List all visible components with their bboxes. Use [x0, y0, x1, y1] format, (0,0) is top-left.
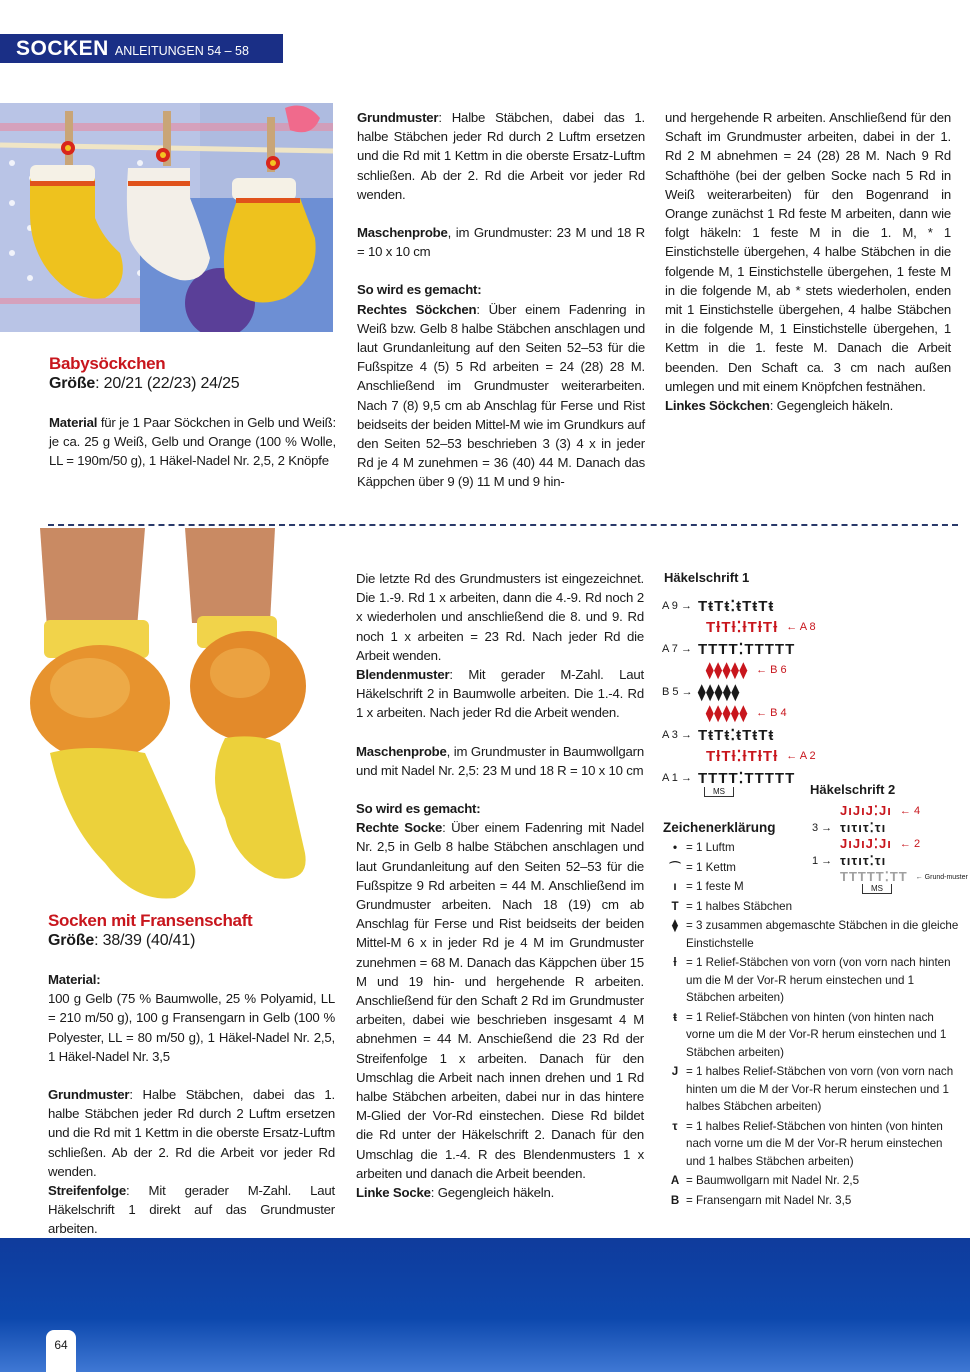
footer-band	[0, 1238, 970, 1372]
legend-text: = Fransengarn mit Nadel Nr. 3,5	[686, 1193, 852, 1207]
baby-howto-heading: So wird es gemacht:	[357, 282, 482, 298]
symbol-legend	[664, 839, 960, 1211]
legend-symbol-icon: ı	[673, 880, 677, 893]
chart2-title: Häkelschrift 2	[810, 782, 896, 797]
baby-socks-intro	[49, 354, 336, 471]
chart-row	[812, 820, 970, 837]
legend-item	[664, 1192, 960, 1210]
legend-symbol-icon: T	[671, 899, 679, 913]
legend-text: = 1 feste M	[686, 880, 744, 893]
legend-symbol-icon: B	[670, 1193, 680, 1207]
fringe-left-sock: Linke Socke: Gegengleich häkeln.	[356, 1185, 555, 1201]
row-symbols: ⧫⧫⧫⧫⧫	[706, 705, 749, 723]
legend-text: = 1 halbes Relief-Stäbchen von hinten (von hinten nach vorne um die M der Vor-R herum einstechen und 1 halbes Stäbchen arbeiten)	[686, 1119, 943, 1168]
baby-socks-title: Babysöckchen	[49, 354, 166, 373]
chart1-title: Häkelschrift 1	[664, 570, 750, 585]
row-symbols: TTTTT⁚TT	[840, 869, 908, 885]
legend-item	[664, 1009, 960, 1062]
chart-row	[812, 803, 970, 820]
crochet-chart-1	[662, 595, 862, 795]
row-label: ← A 8	[786, 621, 816, 634]
fringe-socks-title: Socken mit Fransenschaft	[48, 911, 253, 930]
legend-text: = 1 Kettm	[686, 860, 736, 874]
row-symbols: ⧫⧫⧫⧫⧫	[706, 662, 749, 680]
legend-item	[664, 878, 960, 896]
row-symbols: τıτıτ⁚τı	[840, 819, 887, 835]
row-label: ← B 4	[756, 707, 787, 720]
chart-row	[662, 724, 862, 746]
chart-row	[662, 638, 862, 660]
legend-item	[664, 954, 960, 1007]
legend-symbol-icon: τ	[672, 1119, 678, 1133]
legend-item	[664, 1172, 960, 1190]
legend-item	[664, 917, 960, 952]
row-label: A 7 →	[662, 642, 692, 655]
legend-symbol-icon: A	[670, 1174, 680, 1187]
fringe-grundmuster: Grundmuster: Halbe Stäbchen, dabei das 1. halbe Stäbchen jeder Rd durch 2 Luftm ersetzen und die Rd mit 1 Kettm in die oberste Ersatz-Luftm schließen. Ab der 2. Rd die Arbeit vor jeder Rd wenden.	[48, 1087, 335, 1179]
row-label: ← B 6	[756, 664, 787, 677]
row-symbols: TƚTƚ⁚ƚTƚTƚ	[706, 748, 779, 766]
chart-row	[662, 660, 862, 682]
row-label: ← 4	[899, 805, 921, 818]
row-symbols: TŧTŧ⁚ŧTŧTŧ	[698, 597, 775, 615]
row-label: 1 →	[812, 854, 833, 867]
legend-text: = 1 Luftm	[686, 841, 735, 854]
row-label: ← Grund-muster	[915, 873, 968, 881]
row-label: B 5 →	[662, 685, 693, 698]
row-label: 3 →	[812, 821, 833, 834]
section-divider	[48, 524, 958, 526]
legend-item	[664, 839, 960, 857]
legend-text: = 1 Relief-Stäbchen von vorn (von vorn nach hinten um die M der Vor-R herum einstechen und 1 Stäbchen arbeiten)	[686, 956, 951, 1004]
row-symbols: ⧫⧫⧫⧫⧫	[698, 683, 741, 701]
baby-socks-continued	[665, 108, 951, 415]
legend-symbol-icon: ŧ	[673, 1010, 677, 1024]
legend-text: = 1 halbes Stäbchen	[686, 899, 793, 913]
legend-item	[664, 1118, 960, 1171]
fringe-col2-intro: Die letzte Rd des Grundmusters ist eingezeichnet. Die 1.-9. Rd 1 x arbeiten, dann die 4.-9. Rd noch 2 x wiederholen und anschließend die 8. und 9. Rd noch 1 x arbeiten = 23 Rd. Nach jeder Rd die Arbeit wenden.	[356, 571, 644, 663]
baby-socks-instructions	[357, 108, 645, 492]
fringe-socks-size: Größe: 38/39 (40/41)	[48, 932, 196, 949]
legend-title: Zeichenerklärung	[663, 820, 776, 835]
legend-text: = 1 halbes Relief-Stäbchen von vorn (von vorn nach hinten um die M der Vor-R herum einstechen und 1 halbes Stäbchen arbeiten)	[686, 1065, 954, 1113]
row-label: ← 2	[899, 838, 921, 851]
fringe-socks-instructions	[356, 569, 644, 1202]
row-symbols: JıJıJ⁚Jı	[840, 803, 892, 819]
legend-text: = 1 Relief-Stäbchen von hinten (von hinten nach vorne um die M der Vor-R herum einstechen und 1 Stäbchen arbeiten)	[686, 1010, 947, 1059]
chart-row	[662, 703, 862, 725]
header-title: SOCKEN	[16, 37, 109, 60]
row-label: A 3 →	[662, 728, 692, 741]
legend-item	[664, 898, 960, 916]
chart-row	[662, 595, 862, 617]
legend-item	[664, 1063, 960, 1116]
ms-bracket: MS	[704, 787, 734, 797]
header-subtitle: ANLEITUNGEN 54 – 58	[114, 44, 249, 58]
baby-right-sock: Rechtes Söckchen: Über einem Fadenring in Weiß bzw. Gelb 8 halbe Stäbchen anschlagen und laut Grundanleitung auf den Seiten 52–53 für die Fußspitze 4 (5) 5 Rd arbeiten = 24 (28) 28 M. Anschließend im Grundmuster weiterarbeiten. Nach 7 (8) 9,5 cm ab Anschlag für Ferse und Rist beidseits der beiden Mittel-M wie im Grundkurs auf den Seiten 52–53 beschrieben 3 (3) 4 x in jeder Rd je 4 M zunehmen = 36 (40) 44 M. Danach das Käppchen über 9 (9) 11 M und 9 hin-	[357, 301, 646, 490]
section-header	[0, 34, 283, 63]
legend-symbol-icon: J	[671, 1065, 679, 1078]
fringe-material-heading: Material:	[48, 972, 101, 987]
row-symbols: TTTT⁚TTTTT	[698, 640, 796, 658]
chart-row	[662, 617, 862, 639]
row-label: A 9 →	[662, 599, 692, 612]
fringe-right-sock: Rechte Socke: Über einem Fadenring mit Nadel Nr. 2,5 in Gelb 8 halbe Stäbchen anschlagen und laut Grundanleitung auf den Seiten 52–53 für die Fußspitze 9 Rd arbeiten = 44 M. Anschließend im Grundmuster arbeiten. Nach 18 (19) cm ab Anschlag für Ferse und Rist beidseits der beiden Mittel-M 6 x in jeder Rd je 4 M im Grundmuster zunehmen = 68 M. Danach das Käppchen über 15 M und 19 hin- und hergehende R arbeiten. Anschließend für den Schaft 2 Rd im Grundmuster arbeiten, dabei wie beschrieben insgesamt 4 M abnehmen = 44 M. Anschießend die 23 Rd der Streifenfolge 1 x arbeiten. Danach für den Umschlag die Arbeit nach innen drehen und 1 Rd halbe Stäbchen arbeiten, dabei nur in das hintere M-Glied der Vor-Rd einstechen. Diese Rd bildet die Rd unter der Häkelschrift 2. Danach für den Umschlag die 1.-4. R des Blendenmusters 1 x arbeiten und danach die Arbeit beenden.	[356, 820, 645, 1181]
baby-socks-size: Größe: 20/21 (22/23) 24/25	[49, 375, 240, 392]
fringe-maschenprobe: Maschenprobe, im Grundmuster in Baumwollgarn und mit Nadel Nr. 2,5: 23 M und 18 R = 10 x 10 cm	[356, 743, 644, 778]
row-symbols: JıJıJ⁚Jı	[840, 836, 892, 852]
legend-text: = 3 zusammen abgemaschte Stäbchen in die gleiche Einstichstelle	[686, 919, 959, 950]
row-symbols: TŧTŧ⁚ŧTŧTŧ	[698, 726, 775, 744]
baby-socks-material: Material für je 1 Paar Söckchen in Gelb und Weiß: je ca. 25 g Weiß, Gelb und Orange (100 % Wolle, LL = 190m/50 g), 1 Häkel-Nadel Nr. 2,5, 2 Knöpfe	[49, 415, 336, 469]
baby-maschenprobe: Maschenprobe, im Grundmuster: 23 M und 18 R = 10 x 10 cm	[357, 225, 645, 260]
fringe-socks-photo	[30, 528, 330, 901]
row-label: A 1 →	[662, 771, 692, 784]
legend-symbol-icon: ƚ	[673, 956, 677, 969]
baby-col3-text: und hergehende R arbeiten. Anschließend für den Schaft im Grundmuster arbeiten, dabei in der 1. Rd 2 M abnehmen = 24 (28) 28 M. Nach 9 Rd Schafthöhe (bei der gelben Socke nach 5 Rd in Weiß weiterarbeiten) für den Bogenrand in Orange zunächst 1 Rd feste M arbeiten, dann wie folgt häkeln: 1 feste M in die 1. M, * 1 Einstichstelle übergehen, 4 halbe Stäbchen in die folgende M, 1 Einstichstelle übergehen, 1 feste M in die folgende M, ab * stets wiederholen, enden mit 1 Einstichstelle übergehen, 4 halbe Stäbchen in die folgende M, 1 Einstichstelle übergehen, 1 Kettm in die 1. feste M. Danach die Arbeit beenden. Den Schaft ca. 3 cm nach außen umlegen und mit einem Knöpfchen festnähen.	[665, 110, 951, 394]
baby-left-sock: Linkes Söckchen: Gegengleich häkeln.	[665, 398, 894, 414]
row-label: ← A 2	[786, 750, 816, 763]
legend-item	[664, 859, 960, 877]
fringe-streifenfolge: Streifenfolge: Mit gerader M-Zahl. Laut Häkelschrift 1 direkt auf das Grundmuster arbeiten.	[48, 1183, 335, 1237]
fringe-material: 100 g Gelb (75 % Baumwolle, 25 % Polyamid, LL = 210 m/50 g), 100 g Fransengarn in Gelb (100 % Polyester, LL = 80 m/50 g), 1 Häkel-Nadel Nr. 2,5, 1 Häkel-Nadel Nr. 3,5	[48, 991, 335, 1064]
fringe-socks-intro	[48, 911, 335, 1239]
legend-symbol-icon: ⧫	[672, 919, 678, 932]
chart-row	[662, 746, 862, 768]
legend-symbol-icon: ⌒	[669, 860, 681, 874]
baby-grundmuster: Grundmuster: Halbe Stäbchen, dabei das 1. halbe Stäbchen jeder Rd durch 2 Luftm ersetzen und die Rd mit 1 Kettm in die oberste Ersatz-Luftm schließen. Ab der 2. Rd die Arbeit vor jeder Rd wenden.	[357, 110, 645, 202]
row-symbols: TƚTƚ⁚ƚTƚTƚ	[706, 619, 779, 637]
row-symbols: TTTT⁚TTTTT	[698, 769, 796, 787]
legend-symbol-icon: •	[672, 841, 678, 854]
fringe-howto-heading: So wird es gemacht:	[356, 801, 481, 817]
chart-row	[662, 681, 862, 703]
ms-bracket: MS	[862, 884, 892, 894]
baby-socks-photo	[0, 103, 333, 332]
legend-text: = Baumwollgarn mit Nadel Nr. 2,5	[686, 1174, 860, 1187]
row-symbols: τıτıτ⁚τı	[840, 852, 887, 868]
page-number: 64	[46, 1330, 76, 1372]
fringe-blendenmuster: Blendenmuster: Mit gerader M-Zahl. Laut Häkelschrift 2 in Baumwolle arbeiten. Die 1.-4. Rd 1 x arbeiten. Nach jeder Rd die Arbeit wenden.	[356, 667, 644, 721]
